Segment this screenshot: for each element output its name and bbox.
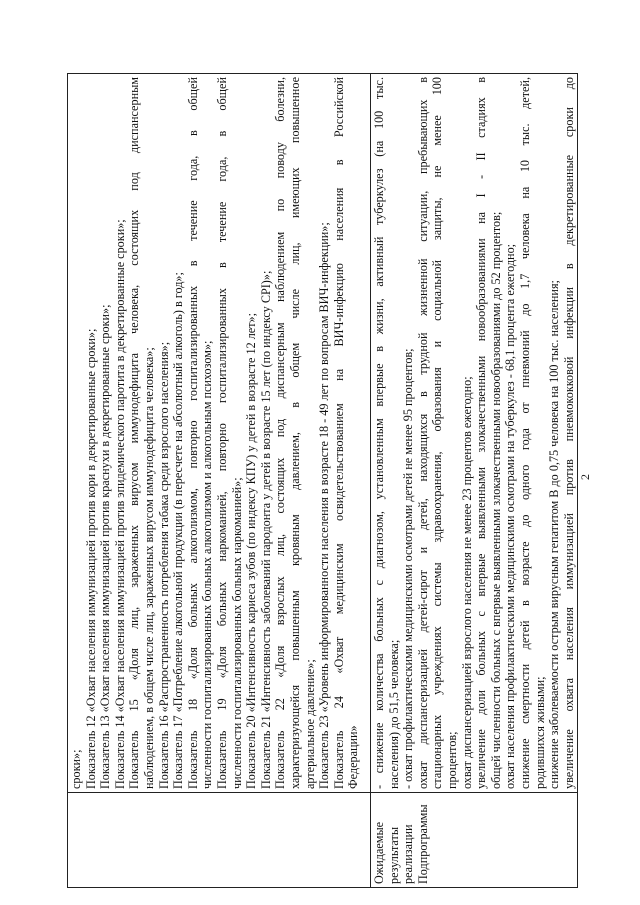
indicator-line: характеризующейся повышенным кровяным давлением, в общем числе лиц, имеющих повышенное [287,77,302,789]
result-line: населения) до 51,5 человека; [386,639,401,789]
result-line: снижение заболеваемости острым вирусным гепатитом В до 0,75 человека на 100 тыс. населения; [547,280,562,789]
indicator-line: Показатель 13 «Охват населения иммунизацией против краснухи в декретированные сроки»; [98,304,113,789]
indicator-line: наблюдением, в общем числе лиц, зараженных вирусом иммунодефицита человека»; [141,347,156,789]
indicator-line: сроки»; [69,749,83,789]
label-line: Подпрограммы [415,804,430,884]
label-line: результаты [386,826,401,884]
result-line: процентов; [444,731,459,789]
indicator-line: Показатель 16 «Распространенность потребления табака среди взрослого населения»; [156,341,171,789]
indicator-line: Показатель 15 «Доля лиц, зараженных вирусом иммунодефицита человека, состоящих под диспансерным [127,77,142,789]
indicator-line: Федерации» [346,725,361,789]
indicator-line: Показатель 23 «Уровень информированности населения в возрасте 18 - 49 лет по вопросам ВИЧ-инфекции»; [317,222,332,789]
result-line: снижение смертности детей в возрасте до одного года от пневмоний до 1,7 человека на 10 тыс. детей, [517,77,532,789]
indicator-line: Показатель 21 «Интенсивность заболеваний пародонта у детей в возрасте 15 лет (по индексу СРI)»; [258,270,273,789]
indicator-line: артериальное давление»; [302,659,317,789]
table-row-expected-results [371,74,578,888]
indicator-line: Показатель 19 «Доля больных наркоманией, повторно госпитализированных в течение года, в общей [214,77,229,789]
table-row-indicators [68,74,371,888]
result-line: охват диспансеризацией детей-сирот и детей, находящихся в трудной жизненной ситуации, пребывающих в [415,77,430,789]
indicators-cell [68,74,371,793]
label-line: Ожидаемые [372,821,386,884]
indicator-line: Показатель 22 «Доля взрослых лиц, состоящих под диспансерным наблюдением по поводу болезни, [273,77,288,789]
result-line: родившихся живыми; [532,676,547,789]
result-line: увеличение доли больных с впервые выявленными злокачественными новообразованиями на I - II стадиях в [474,77,489,789]
result-line: общей численности больных с впервые выявленными злокачественными новообразованиями до 52 процентов; [488,211,503,789]
label-line: реализации [401,824,416,884]
indicator-line: Показатель 24 «Охват медицинским освидетельствованием на ВИЧ-инфекцию населения в Российской [331,77,346,789]
indicator-line: численности госпитализированных больных алкоголизмом и алкогольным психозом»; [200,340,215,789]
indicator-line: Показатель 12 «Охват населения иммунизацией против кори в декретированные сроки»; [83,328,98,789]
result-line: стационарных учреждениях системы здравоохранения, образования и социальной защиты, не менее 100 [430,77,445,789]
indicator-line: Показатель 18 «Доля больных алкоголизмом, повторно госпитализированных в течение года, в общей [185,77,200,789]
result-line: - охват профилактическими медицинскими осмотрами детей не менее 95 процентов; [401,348,416,789]
indicator-line: Показатель 17 «Потребление алкогольной продукции (в пересчете на абсолютный алкоголь) в год»; [171,272,186,789]
expected-results-cell [371,74,578,793]
indicator-line: Показатель 20 «Интенсивность кариеса зубов (по индексу КПУ) у детей в возрасте 12 лет»; [244,312,259,789]
row-label-empty [68,793,371,888]
subprogram-table [67,73,578,888]
result-line: охват диспансеризацией взрослого населения не менее 23 процентов ежегодно; [459,376,474,789]
indicator-line: Показатель 14 «Охват населения иммунизацией против эпидемического паротита в декретированные сроки»; [112,219,127,789]
indicator-line: численности госпитализированных больных наркоманией»; [229,477,244,789]
result-line: увеличение охвата населения иммунизацией против пневмококковой инфекции в декретированные сроки до [561,77,576,789]
page-number: 2 [578,474,592,480]
expected-results-label [371,793,578,888]
result-line: - снижение количества больных с диагнозом, установленным впервые в жизни, активный туберкулез (на 100 тыс. [372,77,386,789]
result-line: охват населения профилактическими медицинскими осмотрами на туберкулез - 68,1 процента ежегодно; [503,243,518,789]
